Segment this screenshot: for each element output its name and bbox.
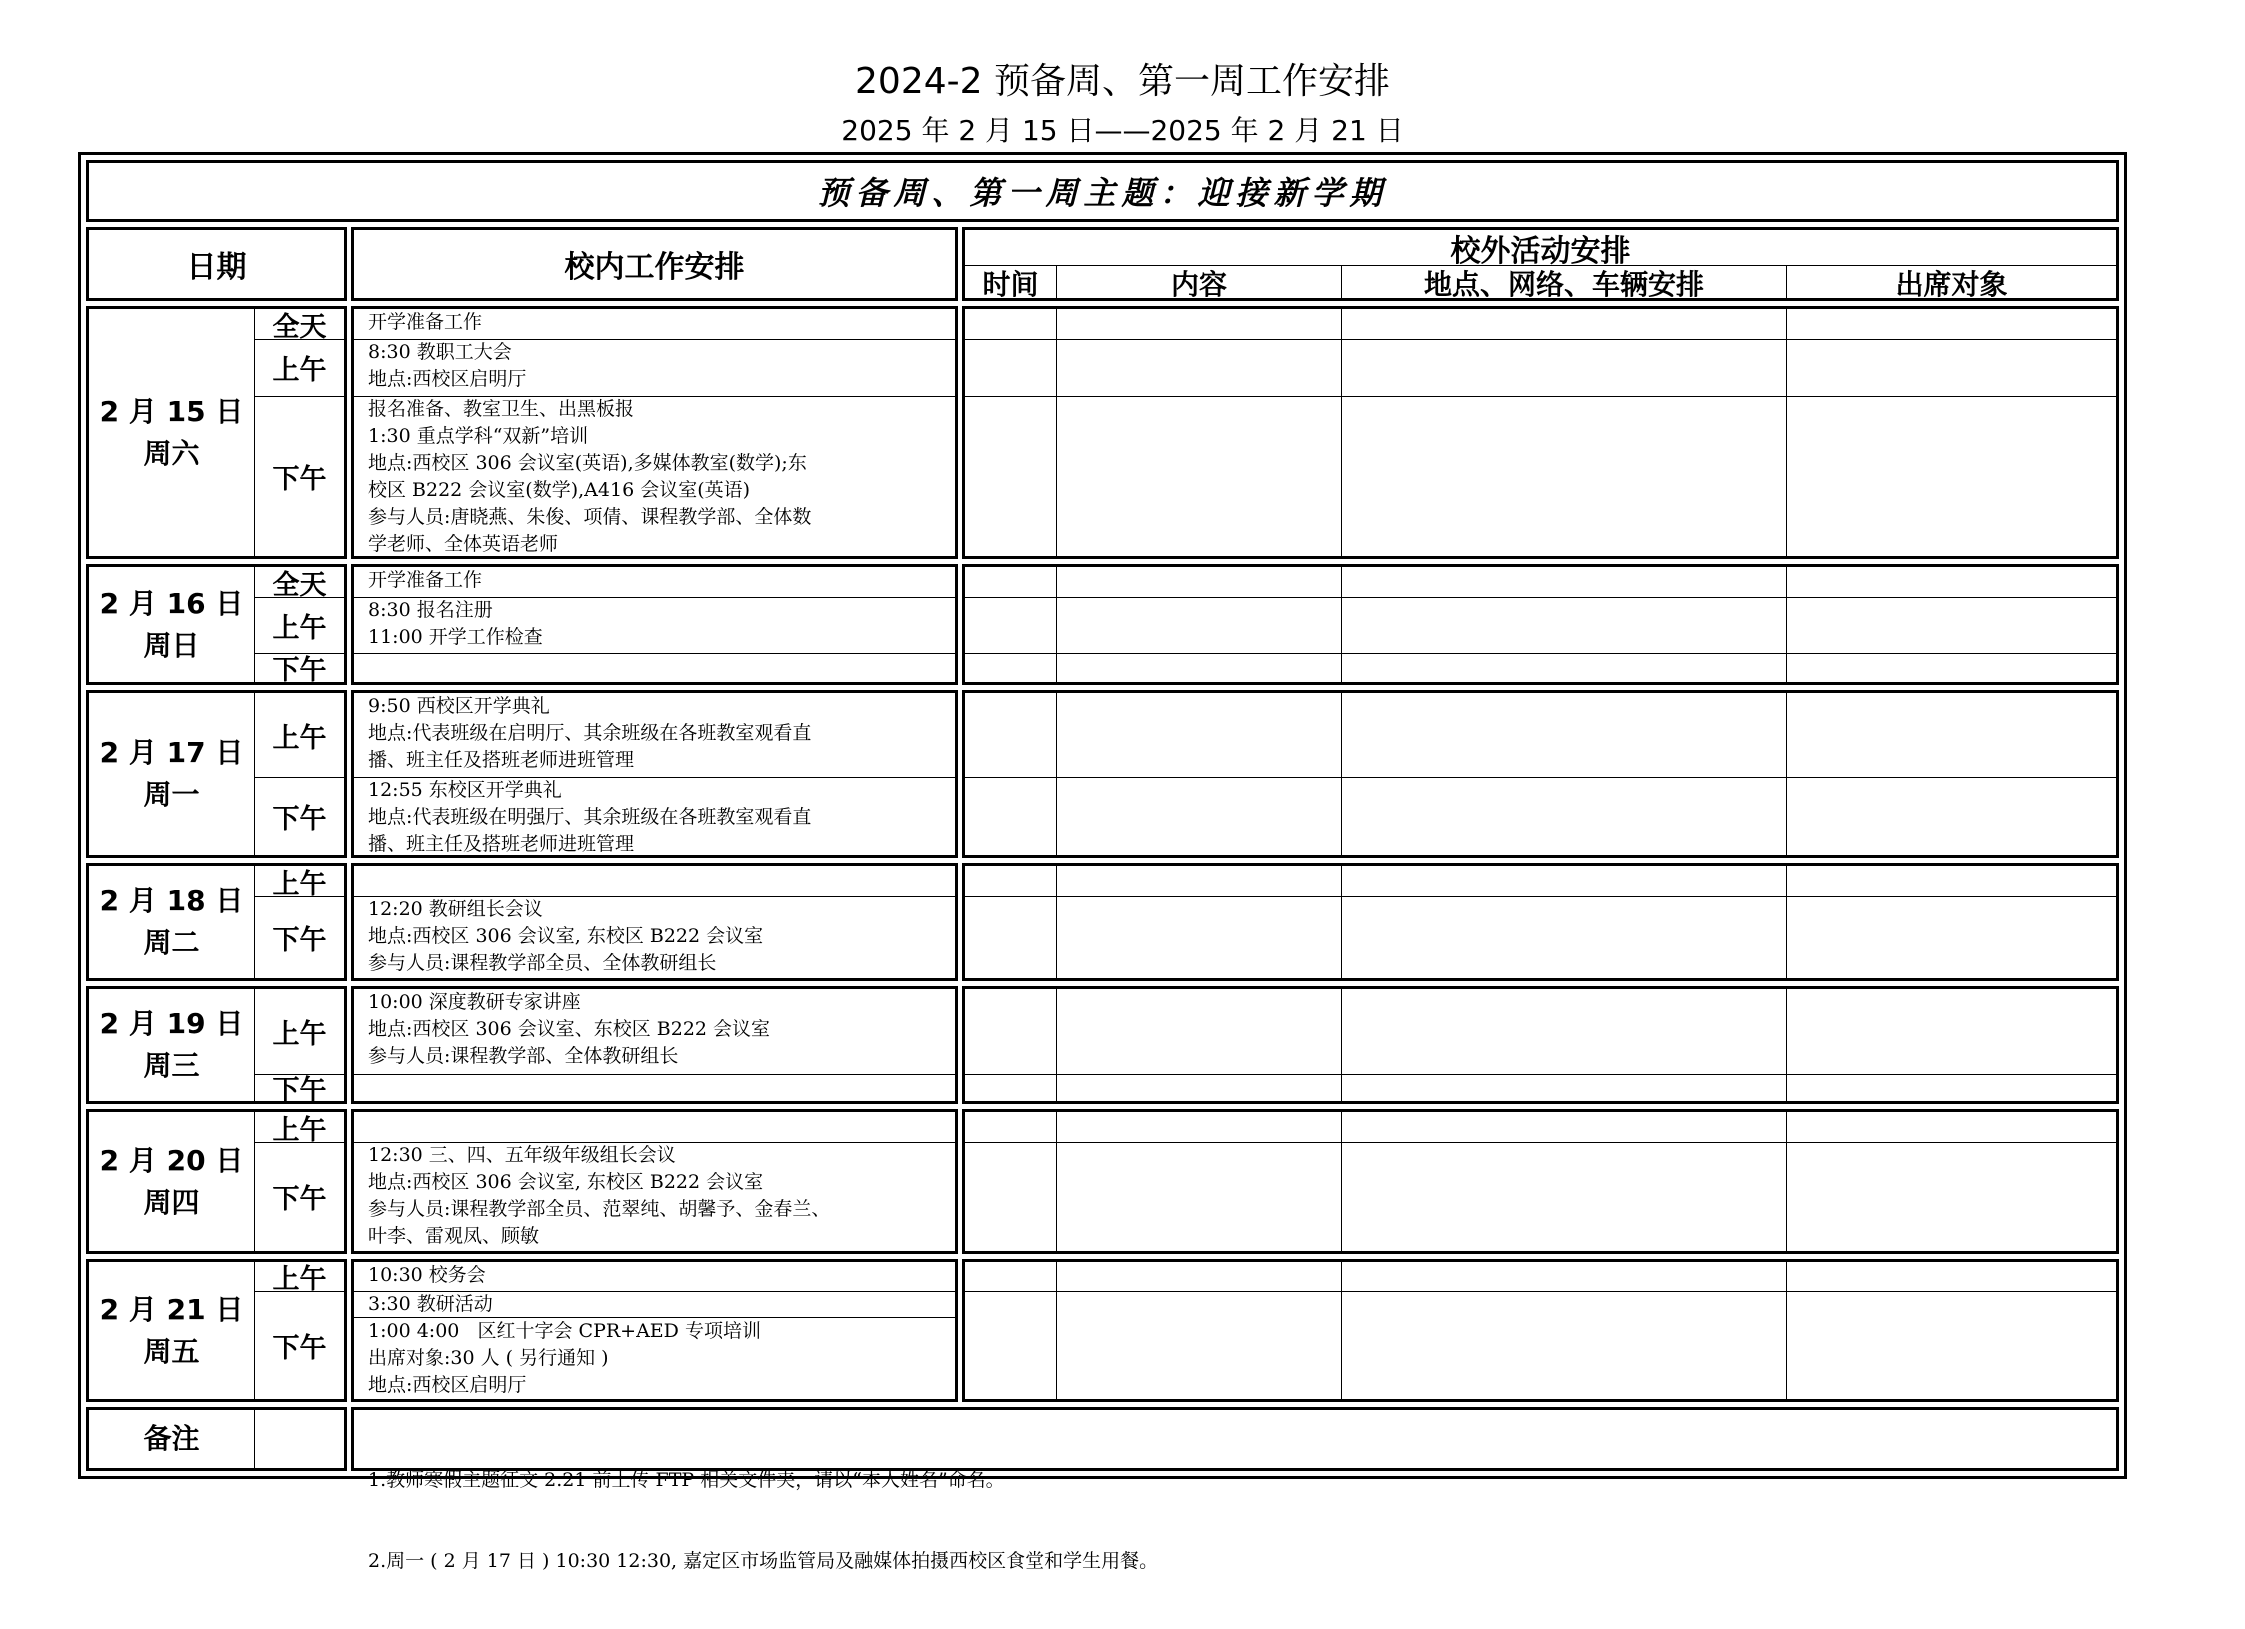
content-line: 1:00 4:00 区红十字会 CPR+AED 专项培训 — [368, 1320, 761, 1342]
weekday-label: 周四 — [143, 1185, 200, 1219]
slot-label: 全天 — [272, 311, 327, 343]
slot-label: 下午 — [272, 803, 327, 835]
note-line: 2.周一 ( 2 月 17 日 ) 10:30 12:30, 嘉定区市场监管局及融媒体拍摄西校区食堂和学生用餐。 — [368, 1550, 1159, 1572]
divider — [1056, 309, 1057, 556]
content-line: 9:50 西校区开学典礼 — [368, 695, 550, 717]
divider — [1056, 265, 1057, 299]
content-line: 1:30 重点学科“双新”培训 — [368, 425, 589, 447]
weekday-label: 周一 — [143, 778, 200, 811]
content-line: 12:20 教研组长会议 — [368, 898, 543, 920]
day-date-cell — [86, 690, 347, 858]
content-line: 参与人员:唐晓燕、朱俊、项倩、课程教学部、全体数 — [368, 506, 812, 528]
divider — [1341, 309, 1342, 556]
header-internal — [351, 227, 958, 301]
slot-label: 下午 — [272, 463, 327, 495]
day-date-cell — [86, 1259, 347, 1402]
content-line: 叶李、雷观凤、顾敏 — [368, 1225, 540, 1247]
divider — [1786, 989, 1787, 1101]
content-line: 参与人员:课程教学部全员、全体教研组长 — [368, 952, 717, 974]
day-internal-cell — [351, 306, 958, 559]
slot-content — [354, 1142, 954, 1251]
day-external-cell — [962, 863, 2119, 981]
day-external-cell — [962, 1259, 2119, 1402]
content-line: 11:00 开学工作检查 — [368, 626, 543, 648]
divider — [254, 396, 344, 397]
theme-banner — [86, 160, 2119, 222]
content-line: 校区 B222 会议室(数学),A416 会议室(英语) — [368, 479, 751, 501]
divider — [1786, 693, 1787, 855]
date-label: 2 月 19 日 — [99, 1007, 244, 1040]
divider — [1341, 265, 1342, 299]
divider — [254, 777, 344, 778]
divider — [354, 339, 955, 340]
divider — [965, 896, 2116, 897]
content-line: 开学准备工作 — [368, 569, 483, 591]
content-line: 参与人员:课程教学部全员、范翠纯、胡馨予、金春兰、 — [368, 1198, 831, 1220]
date-range: 2025 年 2 月 15 日——2025 年 2 月 21 日 — [841, 114, 1404, 147]
content-line: 开学准备工作 — [368, 311, 483, 333]
divider — [254, 653, 344, 654]
page-title: 2024-2 预备周、第一周工作安排 — [855, 61, 1390, 102]
day-internal-cell — [351, 1109, 958, 1254]
date-label: 2 月 17 日 — [99, 736, 244, 769]
divider — [254, 339, 344, 340]
slot-label: 上午 — [272, 868, 327, 900]
day-external-cell — [962, 1109, 2119, 1254]
day-date-cell — [86, 564, 347, 685]
content-line: 报名准备、教室卫生、出黑板报 — [368, 398, 635, 420]
divider — [965, 777, 2116, 778]
divider — [1341, 693, 1342, 855]
slot-label: 上午 — [272, 1019, 327, 1050]
divider — [354, 1074, 955, 1075]
date-label: 2 月 18 日 — [99, 884, 244, 917]
divider — [1056, 1112, 1057, 1251]
content-line: 地点:西校区启明厅 — [368, 1374, 527, 1396]
day-internal-cell — [351, 986, 958, 1104]
header-internal-label: 校内工作安排 — [564, 250, 745, 285]
divider — [965, 396, 2116, 397]
divider — [1056, 567, 1057, 682]
divider — [1341, 1262, 1342, 1399]
divider — [354, 1317, 955, 1318]
content-line: 参与人员:课程教学部、全体教研组长 — [368, 1045, 679, 1067]
weekday-label: 周五 — [143, 1334, 200, 1368]
content-line: 播、班主任及搭班老师进班管理 — [368, 749, 635, 771]
day-date-cell — [86, 306, 347, 559]
content-line: 地点:西校区 306 会议室, 东校区 B222 会议室 — [368, 1171, 764, 1193]
divider — [354, 1291, 955, 1292]
divider — [254, 597, 344, 598]
day-date — [89, 989, 254, 1101]
slot-content — [354, 1291, 954, 1399]
header-time: 时间 — [982, 267, 1039, 301]
slot-content — [354, 777, 954, 855]
slot-content — [354, 597, 954, 653]
divider — [965, 1074, 2116, 1075]
date-label: 2 月 16 日 — [99, 586, 244, 620]
divider — [254, 1074, 344, 1075]
header-attendees: 出席对象 — [1895, 267, 2008, 301]
slot-content — [354, 1262, 954, 1291]
note-line: 1.教师寒假主题征文 2.21 前上传 FTP 相关文件夹，请以“本人姓名”命名。 — [368, 1469, 1005, 1491]
date-label: 2 月 15 日 — [99, 394, 244, 428]
slot-label: 下午 — [272, 1332, 327, 1364]
divider — [1056, 693, 1057, 855]
divider — [1341, 866, 1342, 978]
content-line: 12:30 三、四、五年级年级组长会议 — [368, 1144, 676, 1166]
slot-label: 上午 — [272, 1264, 327, 1295]
divider — [254, 1410, 255, 1468]
slot-label: 下午 — [272, 1184, 327, 1215]
content-line: 10:00 深度教研专家讲座 — [368, 991, 581, 1013]
day-date — [89, 567, 254, 682]
divider — [1786, 567, 1787, 682]
content-line: 3:30 教研活动 — [368, 1293, 493, 1315]
notes-label: 备注 — [143, 1422, 200, 1455]
slot-content — [354, 989, 954, 1074]
content-line: 出席对象:30 人 ( 另行通知 ) — [368, 1347, 609, 1369]
slot-content — [354, 693, 954, 777]
divider — [1786, 1262, 1787, 1399]
divider — [354, 396, 955, 397]
divider — [354, 896, 955, 897]
slot-content — [354, 866, 954, 896]
weekday-label: 周二 — [143, 926, 200, 959]
day-external-cell — [962, 564, 2119, 685]
divider — [354, 653, 955, 654]
content-line: 播、班主任及搭班老师进班管理 — [368, 833, 635, 855]
divider — [254, 1142, 344, 1143]
day-date — [89, 309, 254, 556]
slot-label: 上午 — [272, 1114, 327, 1146]
divider — [965, 653, 2116, 654]
day-internal-cell — [351, 690, 958, 858]
theme-title: 预备周、第一周主题：迎接新学期 — [817, 174, 1388, 212]
day-external-cell — [962, 306, 2119, 559]
slot-label: 下午 — [272, 1075, 327, 1106]
divider — [254, 896, 344, 897]
slot-content — [354, 1112, 954, 1142]
content-line: 地点:西校区 306 会议室、东校区 B222 会议室 — [368, 1018, 771, 1040]
day-internal-cell — [351, 1259, 958, 1402]
divider — [1786, 265, 1787, 299]
header-date-label: 日期 — [186, 250, 247, 285]
weekday-label: 周日 — [143, 628, 200, 662]
divider — [354, 1142, 955, 1143]
divider — [1341, 989, 1342, 1101]
day-external-cell — [962, 986, 2119, 1104]
weekday-label: 周三 — [143, 1049, 200, 1082]
content-line: 学老师、全体英语老师 — [368, 533, 559, 555]
divider — [354, 777, 955, 778]
slot-label: 下午 — [272, 924, 327, 956]
slot-label: 上午 — [272, 355, 327, 386]
date-label: 2 月 21 日 — [99, 1292, 244, 1326]
content-line: 地点:代表班级在明强厅、其余班级在各班教室观看直 — [368, 806, 812, 828]
content-line: 12:55 东校区开学典礼 — [368, 779, 562, 801]
divider — [1341, 567, 1342, 682]
divider — [1056, 866, 1057, 978]
date-label: 2 月 20 日 — [99, 1143, 244, 1177]
day-date — [89, 1112, 254, 1251]
slot-label: 上午 — [272, 722, 327, 754]
day-date-cell — [86, 863, 347, 981]
notes-label-cell — [86, 1407, 347, 1471]
slot-content — [354, 567, 954, 597]
slot-label: 下午 — [272, 655, 327, 686]
content-line: 地点:西校区 306 会议室(英语),多媒体教室(数学);东 — [368, 452, 807, 474]
slot-content — [354, 396, 954, 556]
divider — [254, 1291, 344, 1292]
content-line: 8:30 教职工大会 — [368, 341, 512, 363]
divider — [965, 1142, 2116, 1143]
content-line: 地点:西校区启明厅 — [368, 368, 527, 390]
day-date-cell — [86, 1109, 347, 1254]
day-date — [89, 693, 254, 855]
divider — [965, 597, 2116, 598]
notes-content — [351, 1407, 2119, 1572]
divider — [1786, 309, 1787, 556]
header-external — [962, 227, 2119, 301]
slot-content — [354, 896, 954, 978]
day-internal-cell — [351, 863, 958, 981]
slot-label: 上午 — [272, 612, 327, 644]
day-external-cell — [962, 690, 2119, 858]
slot-content — [354, 653, 954, 682]
header-content: 内容 — [1170, 267, 1227, 301]
content-line: 地点:代表班级在启明厅、其余班级在各班教室观看直 — [368, 722, 812, 744]
slot-content — [354, 309, 954, 339]
divider — [1056, 989, 1057, 1101]
weekday-label: 周六 — [143, 436, 200, 470]
slot-label: 全天 — [272, 569, 327, 601]
divider — [965, 339, 2116, 340]
day-date — [89, 866, 254, 978]
day-date-cell — [86, 986, 347, 1104]
header-location: 地点、网络、车辆安排 — [1423, 267, 1704, 301]
divider — [1786, 866, 1787, 978]
divider — [1786, 1112, 1787, 1251]
day-internal-cell — [351, 564, 958, 685]
content-line: 地点:西校区 306 会议室, 东校区 B222 会议室 — [368, 925, 764, 947]
divider — [1056, 1262, 1057, 1399]
slot-content — [354, 339, 954, 396]
content-line: 10:30 校务会 — [368, 1264, 486, 1286]
header-date — [86, 227, 347, 301]
divider — [354, 597, 955, 598]
slot-content — [354, 1074, 954, 1101]
divider — [965, 1291, 2116, 1292]
content-line: 8:30 报名注册 — [368, 599, 493, 621]
day-date — [89, 1262, 254, 1399]
header-external-label: 校外活动安排 — [1450, 233, 1631, 269]
divider — [1341, 1112, 1342, 1251]
